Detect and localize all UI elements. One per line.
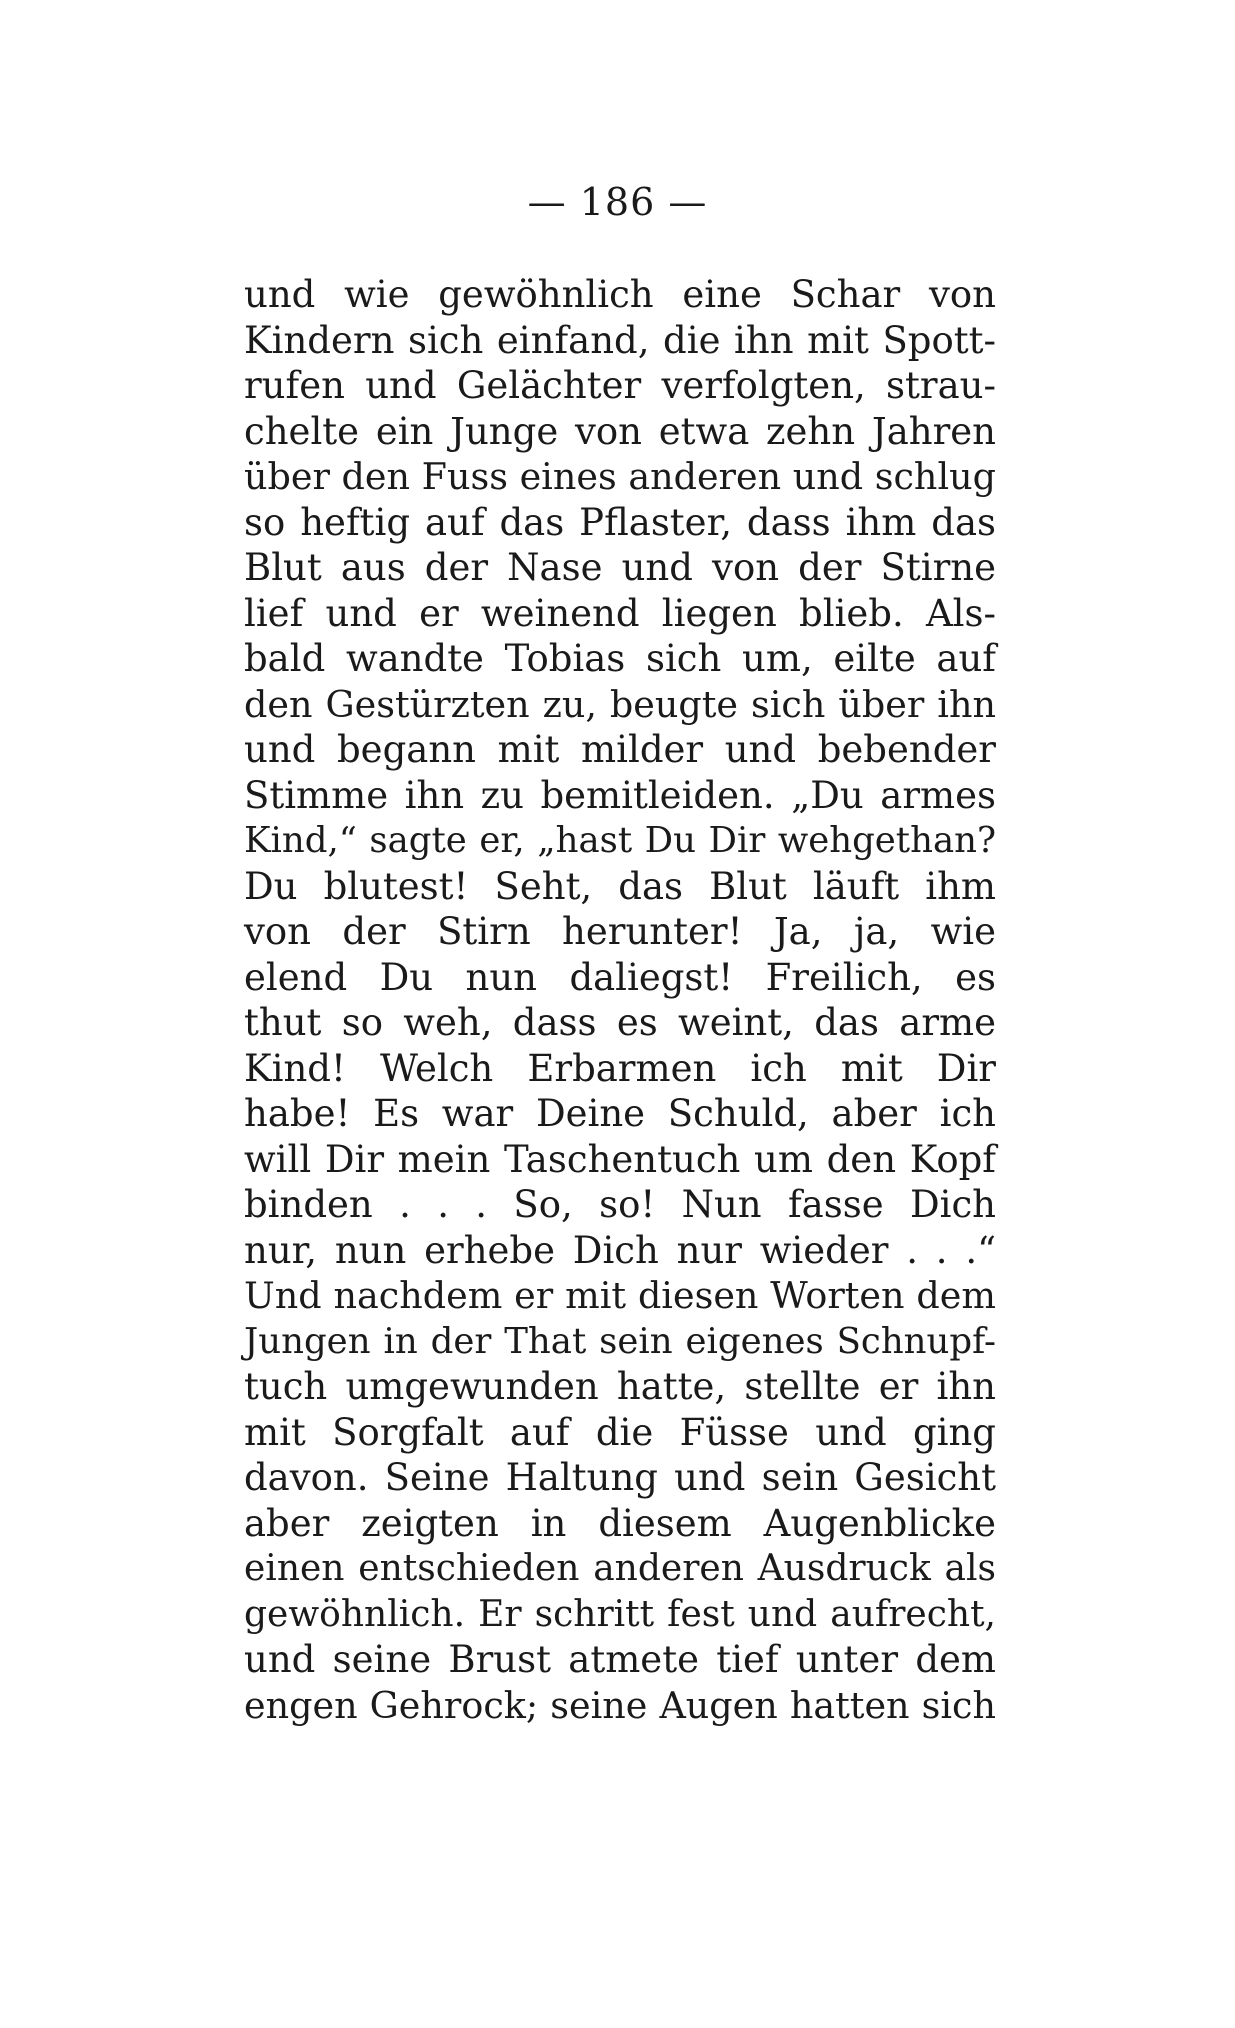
text-line: aber zeigten in diesem Augenblicke — [244, 1501, 996, 1545]
text-line: will Dir mein Taschentuch um den Kopf — [244, 1137, 996, 1181]
text-line: davon. Seine Haltung und sein Gesicht — [244, 1456, 996, 1499]
text-line: nur, nun erhebe Dich nur wieder . . .“ — [244, 1228, 996, 1272]
text-line: binden . . . So, so! Nun fasse Dich — [244, 1183, 996, 1226]
text-line: und begann mit milder und bebender — [244, 728, 996, 771]
text-line: elend Du nun daliegst! Freilich, es — [244, 955, 996, 999]
text-line: von der Stirn herunter! Ja, ja, wie — [244, 910, 996, 953]
text-line: engen Gehrock; seine Augen hatten sich — [244, 1683, 996, 1727]
text-line: bald wandte Tobias sich um, eilte auf — [244, 637, 996, 680]
text-line: Und nachdem er mit diesen Worten dem — [244, 1274, 996, 1317]
text-line: tuch umgewunden hatte, stellte er ihn — [244, 1365, 996, 1408]
text-line: Blut aus der Nase und von der Stirne — [244, 546, 996, 589]
text-line: Du blutest! Seht, das Blut läuft ihm — [244, 864, 996, 908]
page-number: — 186 — — [527, 180, 708, 224]
text-line: gewöhnlich. Er schritt fest und aufrecht, — [244, 1593, 996, 1635]
text-line: chelte ein Junge von etwa zehn Jahren — [244, 409, 996, 453]
text-line: den Gestürzten zu, beugte sich über ihn — [244, 682, 996, 726]
text-line: Stimme ihn zu bemitleiden. „Du armes — [244, 773, 996, 817]
text-line: lief und er weinend liegen blieb. Als- — [244, 591, 996, 635]
text-line: Jungen in der That sein eigenes Schnupf- — [244, 1320, 996, 1362]
text-line: so heftig auf das Pflaster, dass ihm das — [244, 500, 996, 544]
text-line: Kindern sich einfand, die ihn mit Spott- — [244, 318, 996, 362]
text-line: habe! Es war Deine Schuld, aber ich — [244, 1092, 996, 1135]
text-line: Kind,“ sagte er, „hast Du Dir wehgethan? — [244, 820, 996, 861]
text-line: über den Fuss eines anderen und schlug — [244, 455, 996, 498]
text-line: einen entschieden anderen Ausdruck als — [244, 1548, 996, 1589]
text-line: rufen und Gelächter verfolgten, strau- — [244, 364, 996, 407]
body-text — [244, 272, 996, 1728]
text-line: thut so weh, dass es weint, das arme — [244, 1001, 996, 1044]
text-line: mit Sorgfalt auf die Füsse und ging — [244, 1410, 996, 1454]
text-line: Kind! Welch Erbarmen ich mit Dir — [244, 1046, 996, 1090]
text-line: und wie gewöhnlich eine Schar von — [244, 273, 996, 316]
text-line: und seine Brust atmete tief unter dem — [244, 1638, 996, 1681]
